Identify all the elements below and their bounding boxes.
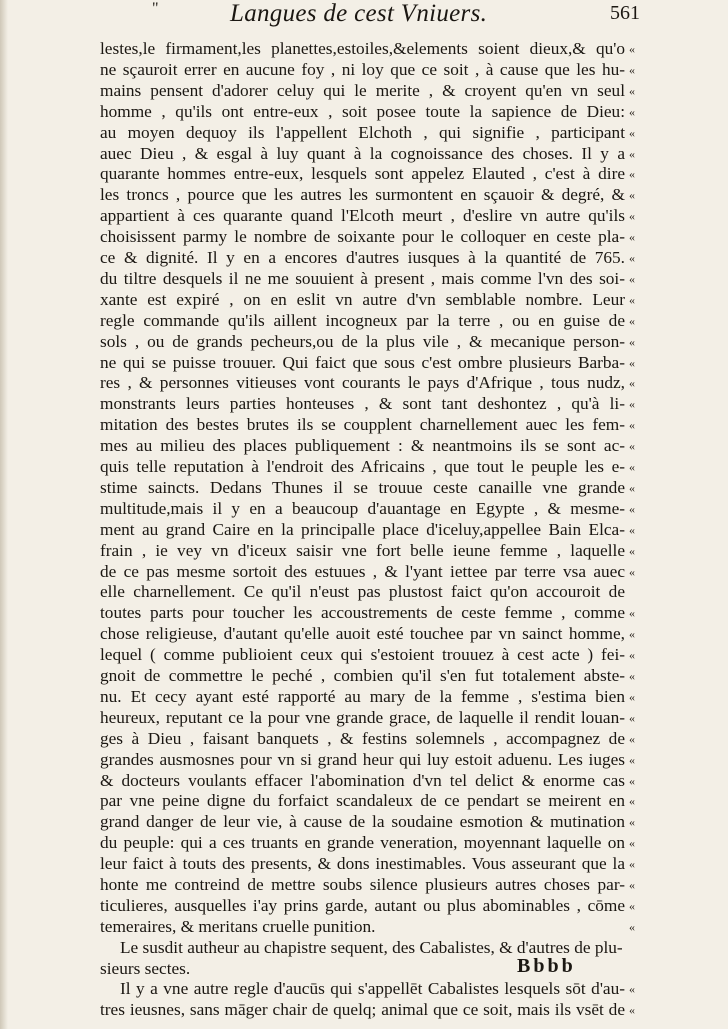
text-line: sieurs sectes.	[100, 959, 191, 978]
text-line: ment au grand Caire en la principalle place d'iceluy,appellee Bain Elca-	[100, 520, 625, 539]
quotation-mark: «	[629, 732, 635, 746]
quotation-mark: «	[629, 815, 635, 829]
quotation-mark: «	[629, 690, 635, 704]
quotation-mark: «	[629, 293, 635, 307]
quotation-mark: «	[629, 627, 635, 641]
text-line: frain , ie vey vn d'iceux saisir vne fort belle ieune femme , laquelle	[100, 541, 625, 560]
text-line: mains pensent d'adorer celuy qui le merite , & croyent qu'en vn seul	[100, 81, 625, 100]
quotation-mark: «	[629, 314, 635, 328]
quotation-mark: «	[629, 63, 635, 77]
text-line: grand danger de leur vie, à cause de la soudaine esmotion & mutination	[100, 812, 625, 831]
quotation-mark: «	[629, 356, 635, 370]
quotation-mark: «	[629, 335, 635, 349]
quotation-mark: «	[629, 982, 635, 996]
text-line: quarante hommes entre-eux, lesquels sont appelez Elauted , c'est à dire	[100, 164, 625, 183]
quotation-mark: «	[629, 147, 635, 161]
text-line: & docteurs voulants effacer l'abomination d'vn tel delict & enorme cas	[100, 771, 625, 790]
running-header	[70, 0, 640, 30]
quotation-mark: «	[629, 272, 635, 286]
text-line: auec Dieu , & esgal à luy quant à la cognoissance des choses. Il y a	[100, 144, 625, 163]
quotation-mark: «	[629, 899, 635, 913]
text-line: choisissent parmy le nombre de soixante pour le colloquer en ceste pla-	[100, 227, 625, 246]
text-line: au moyen dequoy ils l'appellent Elchoth , qui signifie , participant	[100, 123, 625, 142]
signature-mark: Bbbb	[517, 955, 576, 977]
text-line: homme , qu'ils ont entre-eux , soit posee toute la sapience de Dieu:	[100, 102, 625, 121]
quotation-mark: «	[629, 857, 635, 871]
text-line: nu. Et cecy ayant esté rapporté au mary de la femme , s'estima bien	[100, 687, 625, 706]
text-line: du tiltre desquels il ne me souuient à present , mais comme l'vn des soi-	[100, 269, 625, 288]
text-line: mes au milieu des places publiquement : & neantmoins ils se sont ac-	[100, 436, 625, 455]
quotation-mark: «	[629, 648, 635, 662]
text-line: grandes ausmosnes pour vn si grand heur qui luy estoit aduenu. Les iuges	[100, 750, 625, 769]
text-line: sols , ou de grands pecheurs,ou de la plus vile , & mecanique person-	[100, 332, 625, 351]
quotation-mark: «	[629, 376, 635, 390]
text-line: temeraires, & meritans cruelle punition.	[100, 917, 376, 936]
quotation-mark: «	[629, 502, 635, 516]
quotation-mark: «	[629, 481, 635, 495]
header-mark: "	[152, 0, 159, 17]
text-line: ne sçauroit errer en aucune foy , ni loy que ce soit , à cause que les hu-	[100, 60, 625, 79]
quotation-mark: «	[629, 1003, 635, 1017]
quotation-mark: «	[629, 565, 635, 579]
text-line: gnoit de commettre le peché , combien qu'il s'en fut totalement abste-	[100, 666, 625, 685]
text-line: Le susdit autheur au chapistre sequent, des Cabalistes, & d'autres de plu-	[120, 938, 623, 957]
quotation-mark: «	[629, 523, 635, 537]
quotation-mark: «	[629, 460, 635, 474]
text-line: de ce pas mesme sortoit des estuues , & l'yant iettee par terre vsa auec	[100, 562, 625, 581]
text-line: quis telle reputation à l'endroit des Africains , que tout le peuple les e-	[100, 457, 625, 476]
text-line: xante est expiré , on en eslit vn autre d'vn semblable nombre. Leur	[100, 290, 625, 309]
text-line: monstrants leurs parties honteuses , & sont tant deshontez , qu'à li-	[100, 394, 625, 413]
text-line: ne qui se puisse trouuer. Qui faict que sous c'est ombre plusieurs Barba-	[100, 353, 625, 372]
text-line: tres ieusnes, sans māger chair de quelq; animal que ce soit, mais ils vsēt de	[100, 1000, 625, 1019]
quotation-mark: «	[629, 439, 635, 453]
page-edge-shadow	[0, 0, 8, 1029]
quotation-mark: «	[629, 251, 635, 265]
quotation-mark: «	[629, 105, 635, 119]
quotation-mark: «	[629, 794, 635, 808]
quotation-mark: «	[629, 920, 635, 934]
quotation-mark: «	[629, 753, 635, 767]
text-line: chose religieuse, d'autant qu'elle auoit esté touchee par vn sainct homme,	[100, 624, 625, 643]
text-line: ce & dignité. Il y en a encores d'autres iusques à la quantité de 765.	[100, 248, 625, 267]
running-title: Langues de cest Vniuers.	[230, 0, 488, 27]
quotation-mark: «	[629, 544, 635, 558]
quotation-mark: «	[629, 84, 635, 98]
quotation-mark: «	[629, 209, 635, 223]
text-line: toutes parts pour toucher les accoustrements de ceste femme , comme	[100, 603, 625, 622]
quotation-mark: «	[629, 836, 635, 850]
quotation-mark: «	[629, 167, 635, 181]
text-line: heureux, reputant ce la pour vne grande grace, de laquelle il rendit louan-	[100, 708, 625, 727]
text-line: multitude,mais il y en a beaucoup d'auantage en Egypte , & mesme-	[100, 499, 625, 518]
quotation-mark: «	[629, 397, 635, 411]
text-line: honte me contreind de mettre soubs silence plusieurs autres choses par-	[100, 875, 625, 894]
quotation-mark: «	[629, 418, 635, 432]
text-line: appartient à ces quarante quand l'Elcoth meurt , d'eslire vn autre qu'ils	[100, 206, 625, 225]
text-line: mitation des bestes brutes ils se coupplent charnellement auec les fem-	[100, 415, 625, 434]
text-line: du peuple: qui a ces truants en grande veneration, moyennant laquelle on	[100, 833, 625, 852]
text-line: stime saincts. Dedans Thunes il se trouue ceste canaille vne grande	[100, 478, 625, 497]
text-line: ges à Dieu , faisant banquets , & festins solemnels , accompagnez de	[100, 729, 625, 748]
text-line: par vne peine digne du forfaict scandaleux de ce pendart se meirent en	[100, 791, 625, 810]
text-line: elle charnellement. Ce qu'il n'eust pas plustost faict qu'on accouroit de	[100, 582, 625, 601]
text-line: regle commande qu'ils aillent incogneux par la terre , ou en guise de	[100, 311, 625, 330]
quotation-mark: «	[629, 774, 635, 788]
quotation-mark: «	[629, 669, 635, 683]
text-line: lestes,le firmament,les planettes,estoiles,&elements soient dieux,& qu'o	[100, 39, 625, 58]
quotation-mark: «	[629, 230, 635, 244]
quotation-mark: «	[629, 878, 635, 892]
quotation-mark: «	[629, 606, 635, 620]
text-line: les troncs , pource que les autres les surmontent en sçauoir & degré, &	[100, 185, 625, 204]
text-line: ticulieres, ausquelles i'ay prins garde, autant ou plus abominables , cōme	[100, 896, 625, 915]
quotation-mark: «	[629, 126, 635, 140]
text-line: Il y a vne autre regle d'aucūs qui s'appellēt Cabalistes lesquels sōt d'au-	[120, 979, 625, 998]
text-line: leur faict à touts des presents, & dons inestimables. Vous asseurant que la	[100, 854, 625, 873]
text-line: lequel ( comme publioient ceux qui s'estoient trouuez à cest acte ) fei-	[100, 645, 625, 664]
page-number: 561	[610, 2, 640, 24]
quotation-mark: «	[629, 711, 635, 725]
quotation-mark: «	[629, 188, 635, 202]
text-line: res , & personnes vitieuses vont courants le pays d'Afrique , tous nudz,	[100, 373, 625, 392]
quotation-mark: «	[629, 42, 635, 56]
